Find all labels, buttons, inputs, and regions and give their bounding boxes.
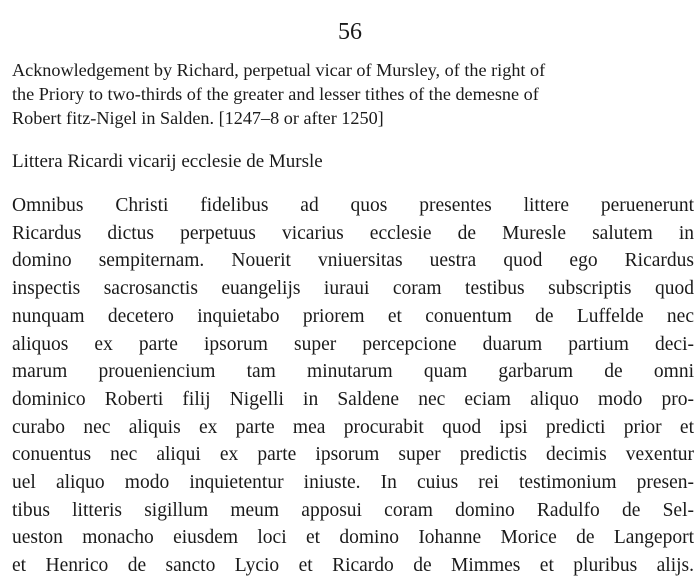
- charter-line: dominico Roberti filij Nigelli in Saldene nec eciam aliquo modo pro-: [12, 388, 694, 410]
- latin-title: Littera Ricardi vicarij ecclesie de Mursle: [12, 151, 323, 172]
- charter-line: tibus litteris sigillum meum apposui coram domino Radulfo de Sel-: [12, 499, 694, 521]
- summary-line: Acknowledgement by Richard, perpetual vicar of Mursley, of the right of: [12, 60, 546, 80]
- charter-line: domino sempiternam. Nouerit vniuersitas uestra quod ego Ricardus: [12, 250, 694, 272]
- document-summary: [12, 58, 694, 130]
- charter-line: nunquam decetero inquietabo priorem et conuentum de Luffelde nec: [12, 305, 694, 327]
- charter-line: Omnibus Christi fidelibus ad quos presentes littere peruenerunt: [12, 195, 694, 216]
- charter-line: aliquos ex parte ipsorum super percepcione duarum partium deci-: [12, 333, 694, 355]
- charter-line: et Henrico de sancto Lycio et Ricardo de Mimmes et pluribus alijs.: [12, 555, 694, 577]
- charter-line: conuentus nec aliqui ex parte ipsorum super predictis decimis vexentur: [12, 444, 694, 466]
- summary-line: the Priory to two-thirds of the greater and lesser tithes of the demesne of: [12, 84, 539, 104]
- charter-line: marum proueniencium tam minutarum quam garbarum de omni: [12, 361, 694, 383]
- charter-line: Ricardus dictus perpetuus vicarius ecclesie de Muresle salutem in: [12, 222, 694, 244]
- charter-text: [12, 192, 694, 580]
- charter-line: ueston monacho eiusdem loci et domino Iohanne Morice de Langeport: [12, 527, 694, 549]
- charter-line: inspectis sacrosanctis euangelijs iuraui coram testibus subscriptis quod: [12, 278, 694, 300]
- summary-line: Robert fitz-Nigel in Salden. [1247–8 or after 1250]: [12, 108, 384, 128]
- charter-line: uel aliquo modo inquietentur iniuste. In cuius rei testimonium presen-: [12, 472, 694, 494]
- page-number: 56: [338, 19, 362, 45]
- charter-line: curabo nec aliquis ex parte mea procurabit quod ipsi predicti prior et: [12, 416, 694, 438]
